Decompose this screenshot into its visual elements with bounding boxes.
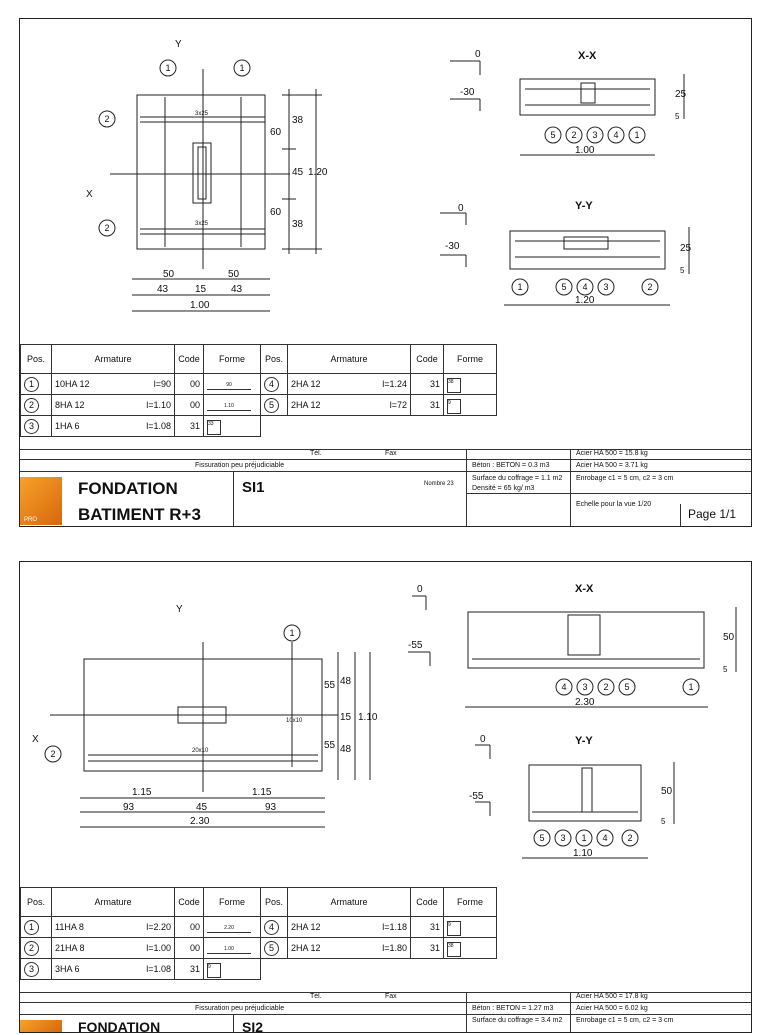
table-row: 1 10HA 12 l=90 00 90 4 2HA 12 l=1.24 31 38 (21, 374, 497, 395)
svg-text:5: 5 (723, 665, 728, 674)
svg-text:2.30: 2.30 (190, 816, 210, 827)
svg-text:-55: -55 (408, 640, 423, 651)
svg-text:5: 5 (550, 130, 556, 140)
svg-text:X: X (32, 734, 39, 745)
svg-text:5: 5 (661, 817, 666, 826)
svg-text:1.00: 1.00 (190, 300, 210, 311)
table-row: 3 3HA 6 l=1.08 31 9 (21, 959, 497, 980)
title-block-1: Tél. Fax Fissuration peu préjudiciable Béton : BETON = 0.3 m3 Surface du coffrage = 1.1 m2 Densité = 65 kg/ m3 Acier HA 500 = 15.8 kg Acier HA 500 = 3.71 kg Enrobage c1 = 5 cm, c2 = 3 cm Echelle pour la vue 1/20 Nombre 23 Page 1/1 PRO FONDATION BATIMENT R+3 SI1 (20, 449, 751, 526)
svg-text:3: 3 (592, 130, 598, 140)
svg-text:1.15: 1.15 (252, 787, 272, 798)
app-logo (20, 1020, 62, 1032)
svg-text:25: 25 (680, 243, 692, 254)
svg-text:3x25: 3x25 (195, 221, 209, 227)
svg-text:93: 93 (265, 802, 277, 813)
table-row: 2 21HA 8 l=1.00 00 1.00 5 2HA 12 l=1.80 31 38 (21, 938, 497, 959)
svg-text:38: 38 (292, 219, 304, 230)
svg-text:-55: -55 (469, 791, 484, 802)
rebar-tag: 2 (104, 223, 110, 233)
svg-text:5: 5 (680, 266, 685, 275)
svg-text:Y: Y (176, 604, 183, 615)
section-xx-outline (520, 79, 655, 115)
svg-text:2: 2 (647, 282, 653, 292)
svg-text:4: 4 (561, 682, 567, 692)
svg-text:0: 0 (417, 584, 423, 595)
svg-text:1.00: 1.00 (575, 145, 595, 156)
svg-text:48: 48 (340, 676, 352, 687)
column-section (193, 143, 211, 203)
svg-text:4: 4 (602, 833, 608, 843)
svg-text:45: 45 (292, 167, 304, 178)
svg-text:2: 2 (627, 833, 633, 843)
section-yy-title: Y-Y (575, 200, 593, 212)
sheet2-drawing (20, 562, 751, 882)
section-xx-title: X-X (578, 50, 597, 62)
svg-text:1.10: 1.10 (573, 848, 593, 859)
svg-text:0: 0 (480, 734, 486, 745)
svg-text:50: 50 (723, 632, 735, 643)
svg-text:5: 5 (561, 282, 567, 292)
svg-text:1: 1 (517, 282, 523, 292)
drawing-sheet-2 (19, 561, 752, 1033)
svg-text:50: 50 (163, 269, 175, 280)
drawing-sheet-1 (19, 18, 752, 527)
svg-text:1.20: 1.20 (575, 295, 595, 306)
svg-text:5: 5 (624, 682, 630, 692)
svg-text:X-X: X-X (575, 583, 594, 595)
svg-text:5: 5 (675, 112, 680, 121)
svg-text:25: 25 (675, 89, 687, 100)
y-axis-label: Y (175, 39, 182, 50)
svg-text:43: 43 (157, 284, 169, 295)
svg-text:4: 4 (613, 130, 619, 140)
table-row: 2 8HA 12 l=1.10 00 1.10 5 2HA 12 l=72 31 9 (21, 395, 497, 416)
sheet1-drawing (20, 19, 751, 349)
svg-text:50: 50 (661, 786, 673, 797)
svg-text:0: 0 (475, 49, 481, 60)
svg-text:60: 60 (270, 207, 282, 218)
svg-text:50: 50 (228, 269, 240, 280)
rebar-schedule-table-1: Pos. Armature Code Forme Pos. Armature Code Forme 1 10HA 12 l=90 00 90 4 2HA 12 l=1.24 31 38 2 8HA 12 l=1.10 00 1.10 5 2HA 12 l=72 31 9 3 1HA 6 l=1.08 31 33 (20, 344, 497, 437)
svg-text:38: 38 (292, 115, 304, 126)
table-row: 3 1HA 6 l=1.08 31 33 (21, 416, 497, 437)
svg-text:20x10: 20x10 (192, 748, 209, 754)
svg-text:1: 1 (688, 682, 694, 692)
svg-text:3x25: 3x25 (195, 111, 209, 117)
svg-text:60: 60 (270, 127, 282, 138)
svg-text:-30: -30 (460, 87, 475, 98)
svg-text:10x10: 10x10 (286, 718, 303, 724)
svg-text:1: 1 (289, 628, 295, 638)
svg-text:55: 55 (324, 740, 336, 751)
svg-text:48: 48 (340, 744, 352, 755)
app-logo: PRO (20, 477, 62, 525)
svg-text:2: 2 (603, 682, 609, 692)
rebar-tag: 2 (104, 114, 110, 124)
svg-text:43: 43 (231, 284, 243, 295)
x-axis-label: X (86, 189, 93, 200)
drawing-subtitle: BATIMENT R+3 (78, 505, 201, 524)
rebar-tag: 1 (165, 63, 171, 73)
drawing-ref: SI1 (242, 479, 265, 496)
rebar-schedule-table-2: Pos. Armature Code Forme Pos. Armature Code Forme 1 11HA 8 l=2.20 00 2.20 4 2HA 12 l=1.18 31 9 2 21HA 8 l=1.00 00 1.00 5 2HA 12 l=1.80 31 38 3 3HA 6 l=1.08 31 9 (20, 887, 497, 980)
svg-text:1: 1 (634, 130, 640, 140)
svg-text:5: 5 (539, 833, 545, 843)
svg-text:93: 93 (123, 802, 135, 813)
svg-text:2.30: 2.30 (575, 697, 595, 708)
svg-text:1.20: 1.20 (308, 167, 328, 178)
title-block-2: Tél. Fax Fissuration peu préjudiciable Béton : BETON = 1.27 m3 Surface du coffrage = 3.4 m2 Acier HA 500 = 17.8 kg Acier HA 500 = 6.02 kg Enrobage c1 = 5 cm, c2 = 3 cm FONDATION SI2 (20, 992, 751, 1032)
rebar-tag: 1 (239, 63, 245, 73)
drawing-title: FONDATION (78, 479, 178, 498)
svg-text:3: 3 (582, 682, 588, 692)
svg-text:4: 4 (582, 282, 588, 292)
svg-text:15: 15 (195, 284, 207, 295)
svg-text:0: 0 (458, 203, 464, 214)
page-number: Page 1/1 (688, 507, 737, 521)
svg-text:2: 2 (571, 130, 577, 140)
svg-text:1.15: 1.15 (132, 787, 152, 798)
svg-text:15: 15 (340, 712, 352, 723)
section-xx-outline (468, 612, 704, 668)
svg-text:3: 3 (603, 282, 609, 292)
svg-text:1: 1 (581, 833, 587, 843)
svg-text:Y-Y: Y-Y (575, 735, 593, 747)
svg-text:-30: -30 (445, 241, 460, 252)
svg-text:1.10: 1.10 (358, 712, 378, 723)
svg-text:3: 3 (560, 833, 566, 843)
svg-text:2: 2 (50, 749, 56, 759)
table-row: 1 11HA 8 l=2.20 00 2.20 4 2HA 12 l=1.18 31 9 (21, 917, 497, 938)
svg-text:45: 45 (196, 802, 208, 813)
section-yy-outline (529, 765, 641, 821)
svg-text:55: 55 (324, 680, 336, 691)
